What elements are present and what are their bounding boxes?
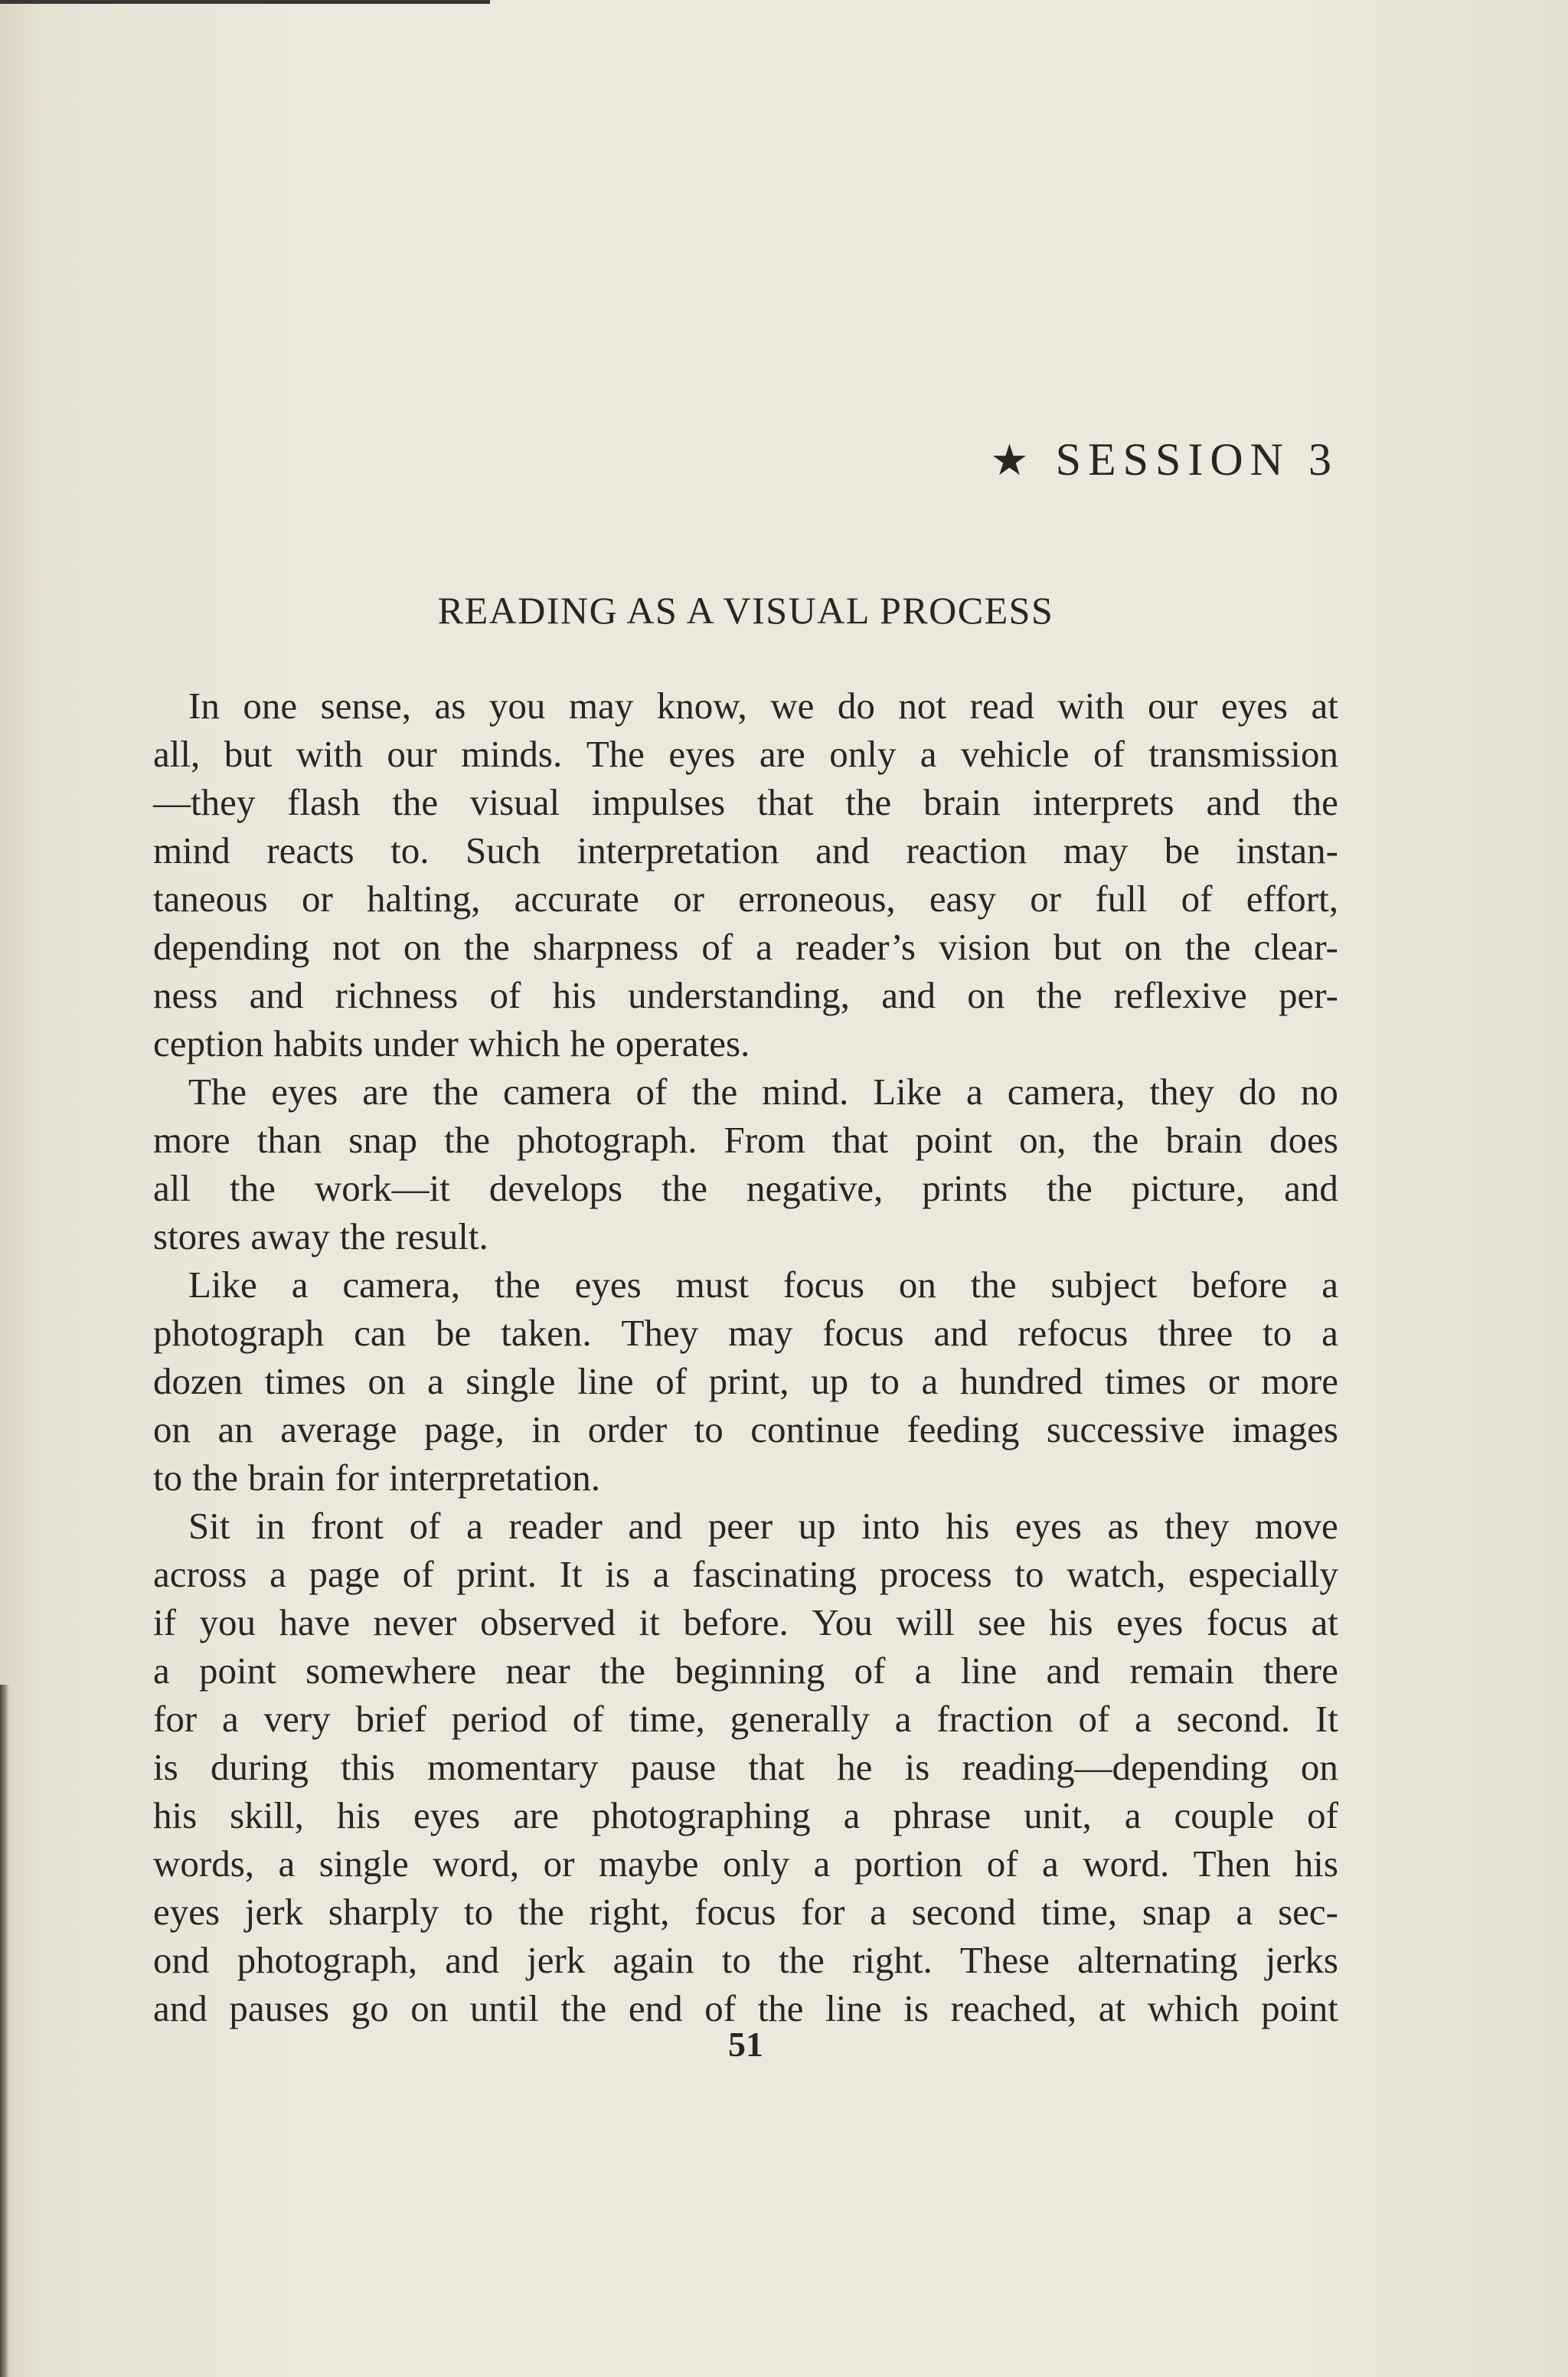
text-line: ond photograph, and jerk again to the right. These alternating jerks — [153, 1939, 1338, 1981]
star-icon: ★ — [990, 437, 1036, 485]
text-line: The eyes are the camera of the mind. Like a camera, they do no — [188, 1071, 1338, 1113]
text-line: ception habits under which he operates. — [153, 1022, 750, 1064]
session-heading — [990, 429, 1338, 492]
text-line: more than snap the photograph. From that point on, the brain does — [153, 1119, 1338, 1161]
text-line: taneous or halting, accurate or erroneous, easy or full of effort, — [153, 878, 1338, 920]
text-line: to the brain for interpretation. — [153, 1457, 601, 1499]
chapter-title: READING AS A VISUAL PROCESS — [437, 589, 1054, 632]
text-line: depending not on the sharpness of a reader’s vision but on the clear- — [153, 926, 1338, 968]
text-line: In one sense, as you may know, we do not read with our eyes at — [188, 685, 1338, 727]
text-line: if you have never observed it before. You will see his eyes focus at — [153, 1601, 1338, 1643]
page-number: 51 — [728, 2025, 763, 2064]
session-heading-text: SESSION 3 — [1055, 434, 1338, 485]
text-line: a point somewhere near the beginning of a line and remain there — [153, 1650, 1338, 1692]
text-line: mind reacts to. Such interpretation and reaction may be instan- — [153, 829, 1338, 871]
top-edge-rule — [0, 0, 490, 4]
text-line: ness and richness of his understanding, and on the reflexive per- — [153, 974, 1338, 1016]
text-line: —they flash the visual impulses that the brain interprets and the — [153, 781, 1338, 823]
body-text — [153, 682, 1338, 2032]
text-line: stores away the result. — [153, 1215, 488, 1257]
text-line: all, but with our minds. The eyes are only a vehicle of transmission — [153, 733, 1338, 775]
text-line: his skill, his eyes are photographing a phrase unit, a couple of — [153, 1794, 1338, 1836]
text-line: and pauses go on until the end of the line is reached, at which point — [153, 1987, 1338, 2029]
text-line: photograph can be taken. They may focus and refocus three to a — [153, 1312, 1338, 1354]
text-line: across a page of print. It is a fascinating process to watch, especially — [153, 1553, 1338, 1595]
text-line: all the work—it develops the negative, prints the picture, and — [153, 1167, 1338, 1209]
text-line: eyes jerk sharply to the right, focus for a second time, snap a sec- — [153, 1891, 1338, 1933]
text-line: Like a camera, the eyes must focus on the subject before a — [188, 1264, 1338, 1306]
text-line: dozen times on a single line of print, up to a hundred times or more — [153, 1360, 1338, 1402]
text-line: is during this momentary pause that he is reading—depending on — [153, 1746, 1338, 1788]
text-line: for a very brief period of time, generally a fraction of a second. It — [153, 1698, 1338, 1740]
text-line: Sit in front of a reader and peer up into his eyes as they move — [188, 1505, 1338, 1547]
text-line: on an average page, in order to continue feeding successive images — [153, 1408, 1338, 1450]
text-line: words, a single word, or maybe only a portion of a word. Then his — [153, 1842, 1338, 1885]
